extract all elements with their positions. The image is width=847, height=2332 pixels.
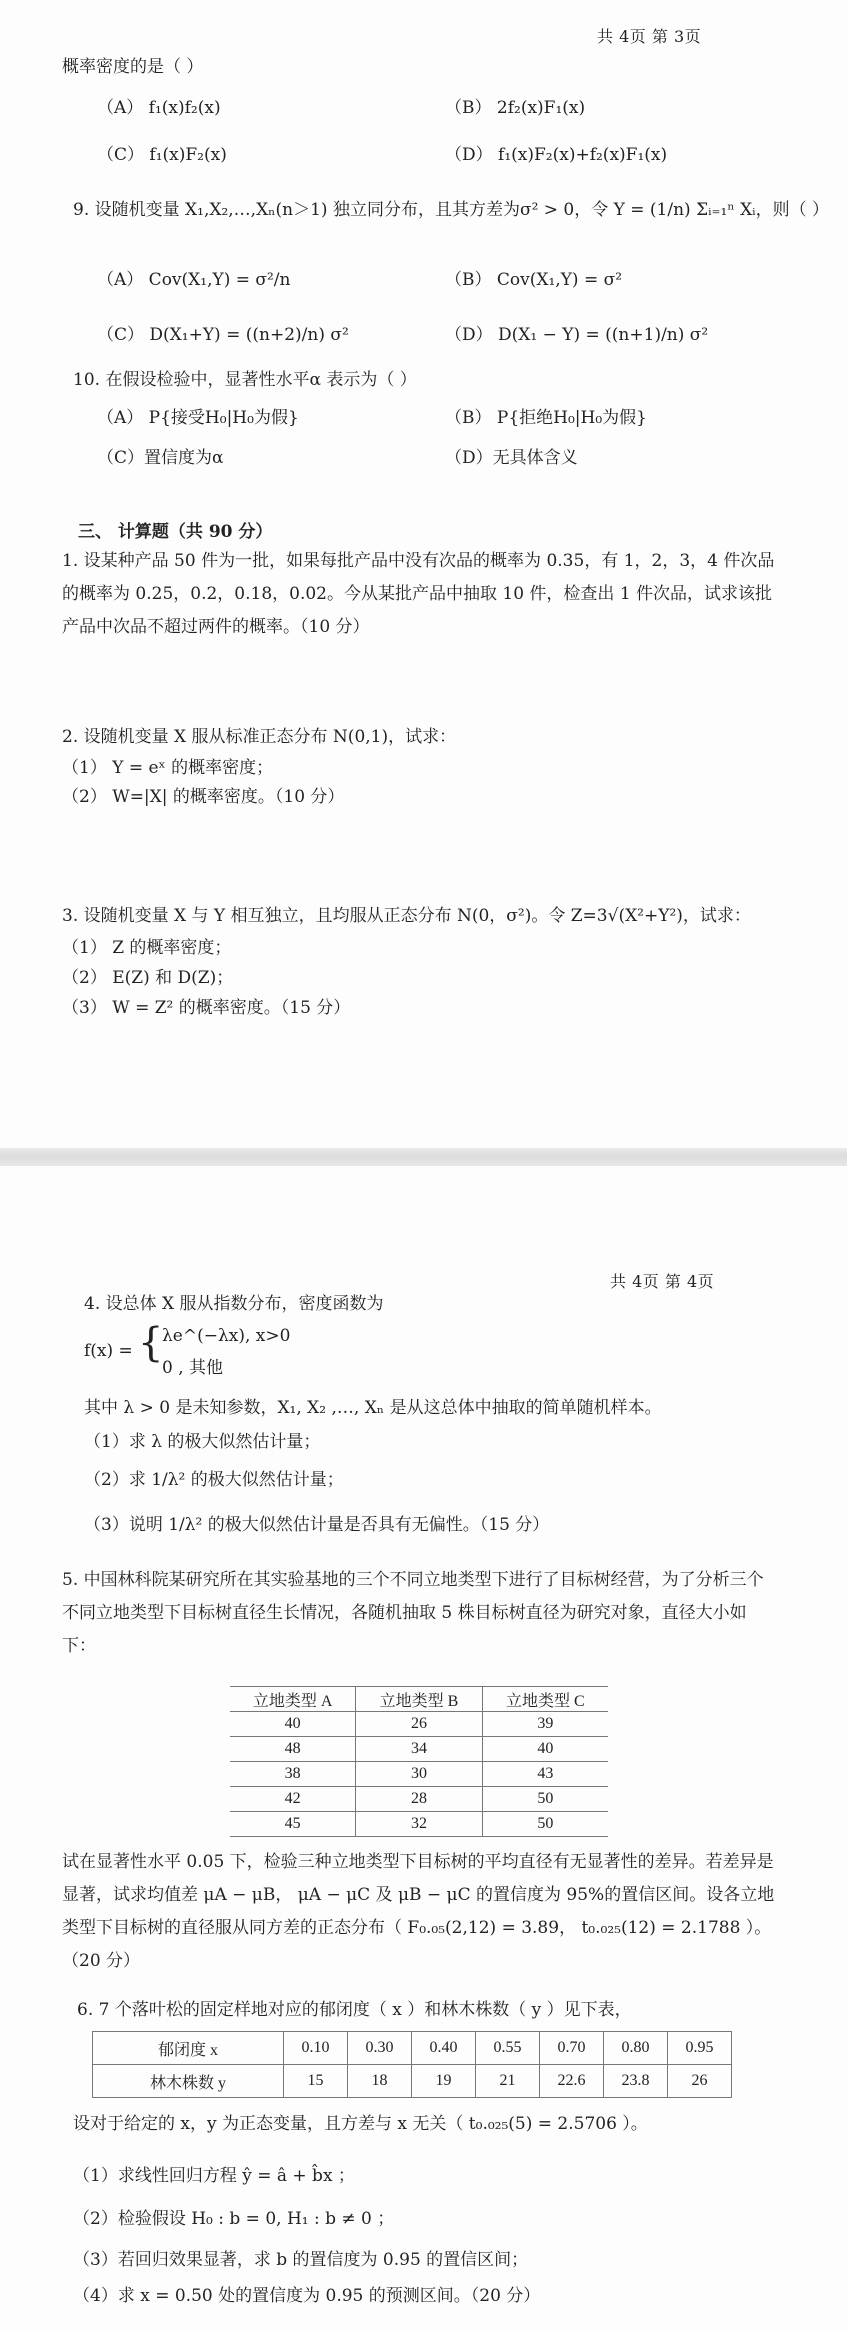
density-function-label: f(x) = <box>84 1341 133 1361</box>
table-cell: 18 <box>348 2065 412 2098</box>
table-cell: 32 <box>356 1812 482 1837</box>
q10-option-b: （B） P{拒绝H₀|H₀为假} <box>445 408 647 428</box>
table-cell: 43 <box>482 1762 608 1787</box>
table-cell: 34 <box>356 1737 482 1762</box>
q9-option-c: （C） D(X₁+Y) = ((n+2)/n) σ² <box>97 325 349 345</box>
table-row-label: 林木株数 y <box>93 2065 284 2098</box>
table-cell: 39 <box>482 1712 608 1737</box>
table-row <box>93 2065 732 2098</box>
q9-option-d: （D） D(X₁ − Y) = ((n+1)/n) σ² <box>445 325 709 345</box>
exam-page-4 <box>0 1166 847 2332</box>
page-divider <box>0 1148 847 1166</box>
table-header-row <box>230 1687 608 1712</box>
q9-option-a: （A） Cov(X₁,Y) = σ²/n <box>97 270 291 290</box>
left-brace: { <box>138 1320 164 1366</box>
table-cell: 40 <box>230 1712 356 1737</box>
calc-question-5-body: 试在显著性水平 0.05 下，检验三种立地类型下目标树的平均直径有无显著性的差异。若差异是显著，试求均值差 μA − μB， μA − μC 及 μB − μC 的置信度为 95%的置信区间。设各立地类型下目标树的直径服从同方差的正态分布（ F₀.₀₅(2,12) = 3.89， t₀.₀₂₅(12) = 2.1788 ）。（20 分） <box>62 1852 775 1971</box>
table-header-cell: 立地类型 C <box>482 1687 608 1712</box>
table-cell: 30 <box>356 1762 482 1787</box>
calc-question-3-item: （1） Z 的概率密度； <box>62 938 232 958</box>
calc-question-3-item: （3） W = Z² 的概率密度。（15 分） <box>62 998 351 1018</box>
section-heading: 三、 计算题（共 90 分） <box>78 522 273 542</box>
q8-option-b: （B） 2f₂(x)F₁(x) <box>445 98 586 118</box>
q10-option-c: （C）置信度为α <box>97 448 224 468</box>
calc-question-2-stem: 2. 设随机变量 X 服从标准正态分布 N(0,1)，试求： <box>62 727 457 747</box>
table-row <box>230 1787 608 1812</box>
table-cell: 0.55 <box>476 2032 540 2065</box>
density-case-2: 0 , 其他 <box>162 1358 224 1378</box>
table-cell: 45 <box>230 1812 356 1837</box>
density-case-1: λe^(−λx), x>0 <box>162 1326 291 1346</box>
table-row <box>230 1712 608 1737</box>
table-row <box>230 1812 608 1837</box>
table-row-label: 郁闭度 x <box>93 2032 284 2065</box>
q9-stem: 9. 设随机变量 X₁,X₂,…,Xₙ(n＞1) 独立同分布，且其方差为σ² > 0，令 Y = (1/n) Σᵢ₌₁ⁿ Xᵢ，则（ ） <box>73 200 830 220</box>
table-cell: 26 <box>668 2065 732 2098</box>
table-header-cell: 立地类型 A <box>230 1687 356 1712</box>
calc-question-6-item: （3）若回归效果显著，求 b 的置信度为 0.95 的置信区间； <box>73 2250 529 2270</box>
calc-question-6-item: （4）求 x = 0.50 处的置信度为 0.95 的预测区间。（20 分） <box>73 2286 541 2306</box>
calc-question-3-item: （2） E(Z) 和 D(Z)； <box>62 968 234 988</box>
page-header: 共 4页 第 4页 <box>610 1272 715 1291</box>
page-header: 共 4页 第 3页 <box>597 27 702 46</box>
table-row <box>230 1762 608 1787</box>
table-cell: 38 <box>230 1762 356 1787</box>
question-continuation: 概率密度的是（ ） <box>62 57 204 77</box>
table-cell: 19 <box>412 2065 476 2098</box>
calc-question-4-item: （2）求 1/λ² 的极大似然估计量； <box>84 1470 344 1490</box>
calc-question-6-stem: 6. 7 个落叶松的固定样地对应的郁闭度（ x ）和林木株数（ y ）见下表， <box>77 2000 632 2020</box>
q10-option-a: （A） P{接受H₀|H₀为假} <box>97 408 299 428</box>
table-row <box>93 2032 732 2065</box>
table-cell: 50 <box>482 1812 608 1837</box>
calc-question-4-note: 其中 λ > 0 是未知参数，X₁, X₂ ,…, Xₙ 是从这总体中抽取的简单随机样本。 <box>84 1398 662 1418</box>
table-cell: 42 <box>230 1787 356 1812</box>
calc-question-4-stem: 4. 设总体 X 服从指数分布，密度函数为 <box>84 1294 384 1314</box>
calc-question-3-stem: 3. 设随机变量 X 与 Y 相互独立，且均服从正态分布 N(0，σ²)。令 Z=3√(X²+Y²)，试求： <box>62 906 751 926</box>
table-cell: 0.30 <box>348 2032 412 2065</box>
q8-option-a: （A） f₁(x)f₂(x) <box>97 98 221 118</box>
q8-option-c: （C） f₁(x)F₂(x) <box>97 145 227 165</box>
table-row <box>230 1737 608 1762</box>
table-cell: 21 <box>476 2065 540 2098</box>
table-cell: 0.80 <box>604 2032 668 2065</box>
table-header-cell: 立地类型 B <box>356 1687 482 1712</box>
calc-question-2-item: （2） W=|X| 的概率密度。（10 分） <box>62 787 345 807</box>
table-cell: 28 <box>356 1787 482 1812</box>
calc-question-1: 1. 设某种产品 50 件为一批，如果每批产品中没有次品的概率为 0.35，有 1，2，3，4 件次品的概率为 0.25，0.2，0.18，0.02。今从某批产品中抽取 10 件，检查出 1 件次品，试求该批产品中次品不超过两件的概率。（10 分） <box>62 551 775 637</box>
q9-option-b: （B） Cov(X₁,Y) = σ² <box>445 270 623 290</box>
q10-option-d: （D）无具体含义 <box>445 448 578 468</box>
table-cell: 23.8 <box>604 2065 668 2098</box>
q8-option-d: （D） f₁(x)F₂(x)+f₂(x)F₁(x) <box>445 145 668 165</box>
exam-page-3 <box>0 0 847 1155</box>
table-cell: 22.6 <box>540 2065 604 2098</box>
table-cell: 0.70 <box>540 2032 604 2065</box>
calc-question-6-item: （1）求线性回归方程 ŷ = â + b̂x ； <box>73 2166 355 2186</box>
table-cell: 50 <box>482 1787 608 1812</box>
calc-question-5-stem: 5. 中国林科院某研究所在其实验基地的三个不同立地类型下进行了目标树经营，为了分析三个不同立地类型下目标树直径生长情况，各随机抽取 5 株目标树直径为研究对象，直径大小如下： <box>62 1570 764 1656</box>
table-cell: 48 <box>230 1737 356 1762</box>
table-cell: 0.40 <box>412 2032 476 2065</box>
calc-question-6-item: （2）检验假设 H₀ : b = 0, H₁ : b ≠ 0 ； <box>73 2209 395 2229</box>
table-cell: 0.95 <box>668 2032 732 2065</box>
table-cell: 15 <box>284 2065 348 2098</box>
table-cell: 40 <box>482 1737 608 1762</box>
canopy-density-table <box>92 2031 732 2098</box>
calc-question-4-item: （3）说明 1/λ² 的极大似然估计量是否具有无偏性。（15 分） <box>84 1515 550 1535</box>
table-cell: 26 <box>356 1712 482 1737</box>
table-cell: 0.10 <box>284 2032 348 2065</box>
q10-stem: 10. 在假设检验中，显著性水平α 表示为（ ） <box>73 370 417 390</box>
calc-question-6-note: 设对于给定的 x，y 为正态变量，且方差与 x 无关（ t₀.₀₂₅(5) = 2.5706 ）。 <box>73 2114 648 2134</box>
diameter-table <box>230 1686 608 1837</box>
calc-question-2-item: （1） Y = eˣ 的概率密度； <box>62 758 274 778</box>
calc-question-4-item: （1）求 λ 的极大似然估计量； <box>84 1432 321 1452</box>
